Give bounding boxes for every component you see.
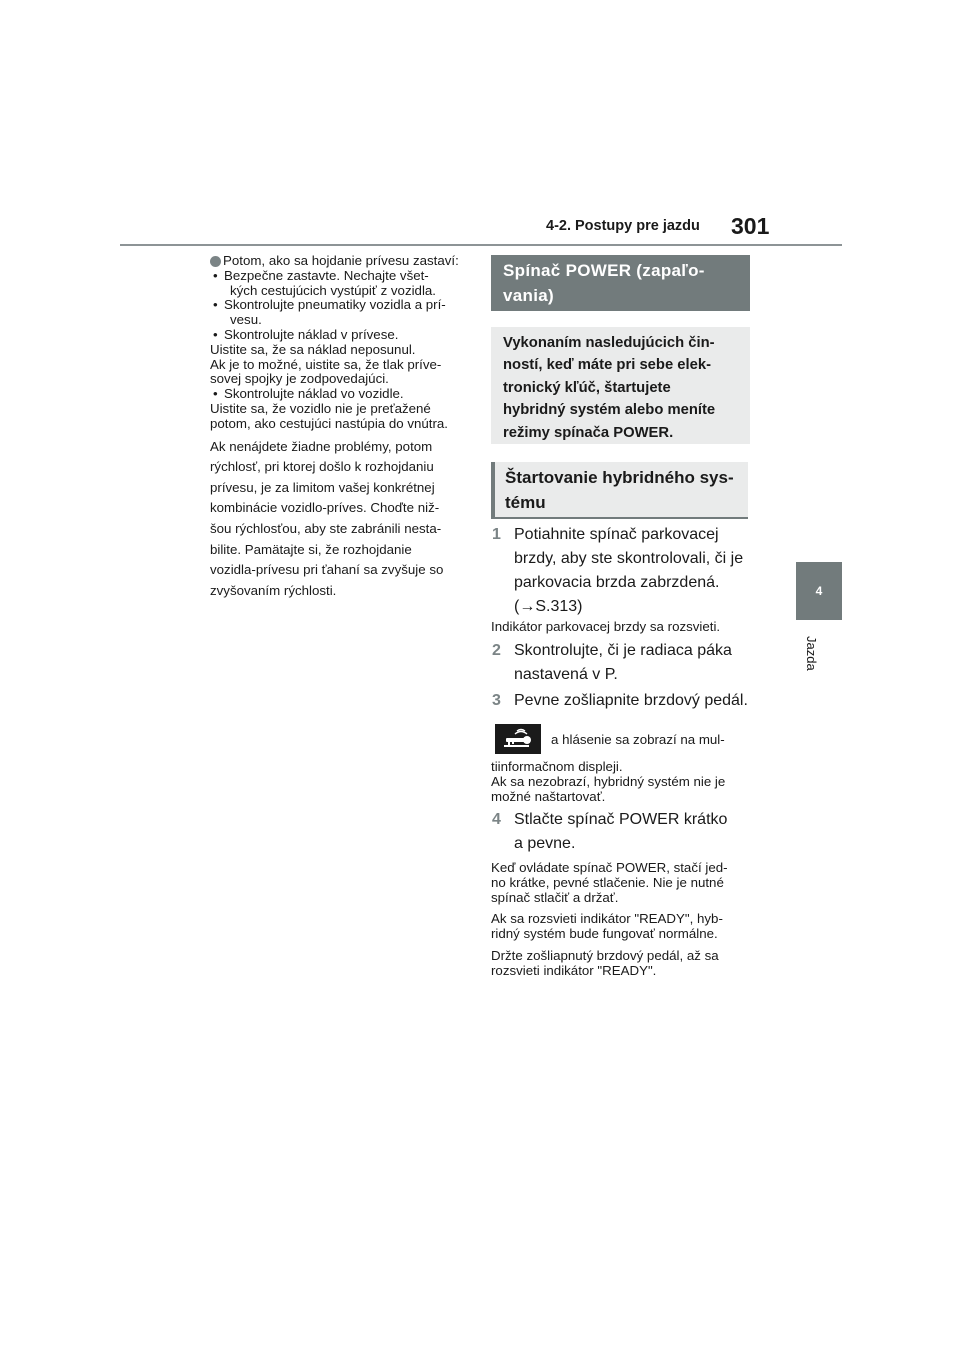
chapter-number-tab: 4 [796,562,842,620]
step-3: 3 Pevne zošliapnite brzdový pedál. [491,689,750,713]
section-title: Spínač POWER (zapaľo- vania) [503,261,705,305]
bullet-intro: Potom, ako sa hojdanie prívesu zastaví: [210,254,472,269]
section-title-box [491,255,750,311]
cargo-check-text: Uistite sa, že sa náklad neposunul. Ak je to možné, uistite sa, že tlak príve- sovej spojky je zodpovedajúci. [210,341,442,387]
section-header-title: 4-2. Postupy pre jazdu [546,218,700,234]
step-4-note: Ak sa rozsvieti indikátor "READY", hyb- ridný systém bude fungovať normálne. [491,911,723,941]
step-4: 4 Stlačte spínač POWER krátko a pevne. [491,808,750,856]
step-1-note: Indikátor parkovacej brzdy sa rozsvieti. [491,619,721,634]
intro-box [491,327,750,444]
page-reference-link[interactable]: (→S.313) [514,598,583,615]
step-4-note: Keď ovládate spínač POWER, stačí jed- no krátke, pevné stlačenie. Nie je nutné spínač stlačiť a držať. [491,860,728,905]
icon-note-first-line: a hlásenie sa zobrazí na mul- [551,732,725,747]
key-brake-indicator-icon-graphic [495,724,541,754]
list-item: • Skontrolujte náklad v prívese. [213,326,399,342]
step-4-note: Držte zošliapnutý brzdový pedál, až sa rozsvieti indikátor "READY". [491,948,719,978]
sway-paragraph: Ak nenájdete žiadne problémy, potom rýchlosť, pri ktorej došlo k rozhojdaniu prívesu, je za limitom vašej konkrétnej kombinácie vozidlo-príves. Choďte niž- šou rýchlosťou, aby ste zabránili nesta- bilite. Pamätajte si, že rozhojdanie vozidla-prívesu pri ťahaní sa zvyšuje so zvyšovaním rýchlosti. [210,438,444,598]
step-number: 2 [492,642,501,659]
chapter-label [796,630,842,690]
step-number: 4 [492,811,501,828]
key-brake-indicator-icon [495,724,541,754]
list-item: • Bezpečne zastavte. Nechajte všet- kých cestujúcich vystúpiť z vozidla. [213,267,436,298]
step-2: 2 Skontrolujte, či je radiaca páka nastavená v P. [491,639,750,687]
step-number: 3 [492,692,501,709]
step-1: 1 Potiahnite spínač parkovacej brzdy, aby ste skontrolovali, či je parkovacia brzda zabrzdená. (→S.313) [491,523,750,619]
bullet-dot-icon [210,256,221,267]
left-column [210,254,472,601]
subsection-title: Štartovanie hybridného sys- tému [505,468,734,512]
step-number: 1 [492,526,501,543]
icon-note: tiinformačnom displeji. Ak sa nezobrazí, hybridný systém nie je možné naštartovať. [491,759,726,804]
header-divider [120,244,842,246]
subsection-heading-box [491,462,748,519]
vehicle-check-text: Uistite sa, že vozidlo nie je preťažené potom, ako cestujúci nastúpia do vnútra. [210,400,449,431]
chapter-label-text: Jazda [804,636,819,671]
intro-text: Vykonaním nasledujúcich čin- ností, keď máte pri sebe elek- tronický kľúč, štartujete hybridný systém alebo meníte režimy spínača POWER. [503,335,716,441]
page-number: 301 [731,213,770,239]
list-item: • Skontrolujte náklad vo vozidle. [213,386,404,402]
list-item: • Skontrolujte pneumatiky vozidla a prí- vesu. [213,297,446,328]
